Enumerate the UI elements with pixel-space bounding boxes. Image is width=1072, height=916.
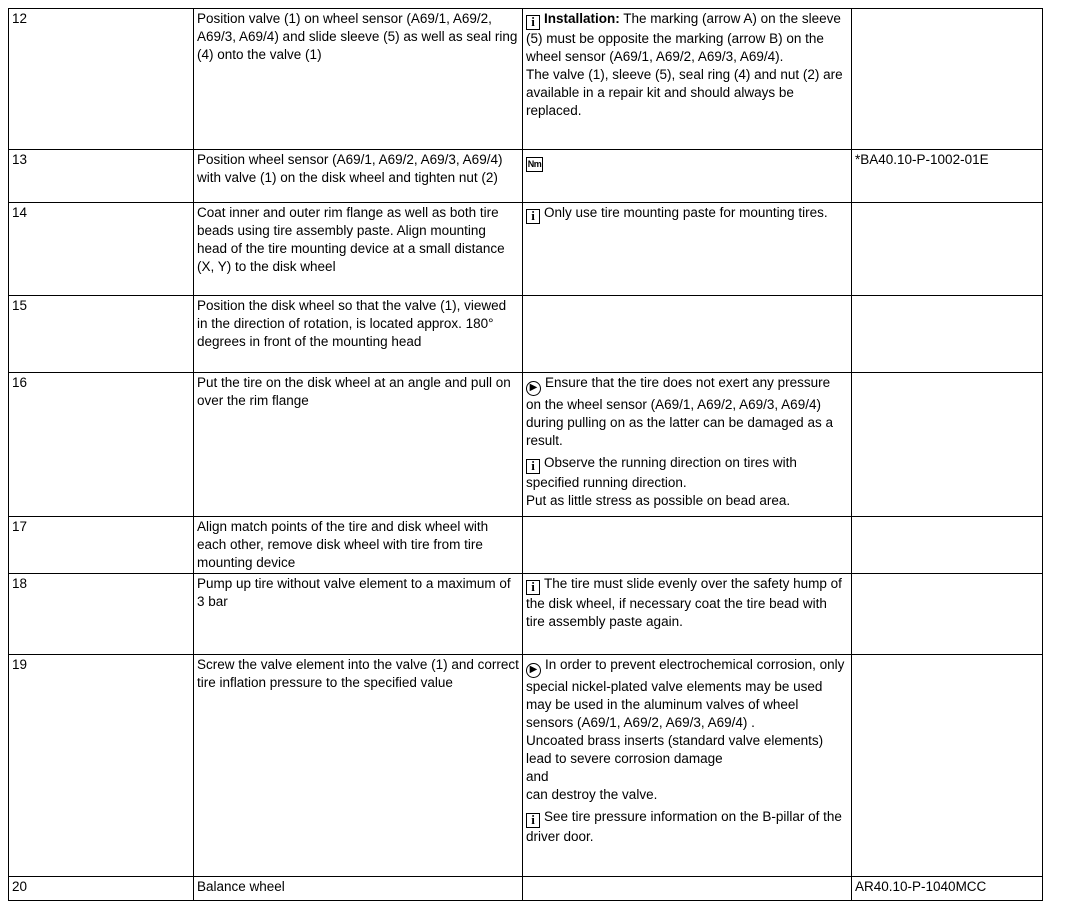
note-paragraph bbox=[526, 768, 848, 786]
note-text: In order to prevent electrochemical corrosion, only special nickel-plated valve elements may be used may be used in the aluminum valves of wheel sensors (A69/1, A69/2, A69/3, A69/4) . bbox=[526, 657, 845, 730]
note-paragraph bbox=[526, 10, 848, 66]
notes-cell bbox=[523, 574, 852, 655]
table-row bbox=[9, 9, 1043, 150]
info-icon: i bbox=[526, 209, 540, 224]
note-text: The valve (1), sleeve (5), seal ring (4) and nut (2) are available in a repair kit and should always be replaced. bbox=[526, 67, 843, 118]
note-text: Observe the running direction on tires with specified running direction. bbox=[526, 455, 797, 490]
action-cell: Pump up tire without valve element to a maximum of 3 bar bbox=[194, 574, 523, 655]
note-text: can destroy the valve. bbox=[526, 787, 658, 802]
step-number-cell: 14 bbox=[9, 203, 194, 296]
note-text: See tire pressure information on the B-pillar of the driver door. bbox=[526, 809, 842, 844]
info-icon: i bbox=[526, 813, 540, 828]
note-text: Ensure that the tire does not exert any pressure on the wheel sensor (A69/1, A69/2, A69/3, A69/4) during pulling on as the latter can be damaged as a result. bbox=[526, 375, 833, 448]
step-number-cell: 17 bbox=[9, 517, 194, 574]
notes-cell bbox=[523, 150, 852, 203]
note-paragraph bbox=[526, 808, 848, 846]
note-text: The tire must slide evenly over the safety hump of the disk wheel, if necessary coat the tire bead with tire assembly paste again. bbox=[526, 576, 842, 629]
note-paragraph bbox=[526, 656, 848, 732]
note-paragraph bbox=[526, 575, 848, 631]
step-number-cell: 13 bbox=[9, 150, 194, 203]
reference-cell bbox=[852, 574, 1043, 655]
note-paragraph bbox=[526, 151, 848, 172]
note-paragraph bbox=[526, 204, 848, 224]
notes-cell bbox=[523, 517, 852, 574]
action-cell: Screw the valve element into the valve (1) and correct tire inflation pressure to the specified value bbox=[194, 655, 523, 877]
step-number-cell: 18 bbox=[9, 574, 194, 655]
torque-icon: Nm bbox=[526, 157, 543, 172]
step-number-cell: 12 bbox=[9, 9, 194, 150]
procedure-table-body bbox=[9, 9, 1043, 901]
note-paragraph bbox=[526, 786, 848, 804]
reference-cell bbox=[852, 373, 1043, 517]
table-row bbox=[9, 517, 1043, 574]
notes-cell bbox=[523, 373, 852, 517]
reference-cell bbox=[852, 517, 1043, 574]
note-text: Put as little stress as possible on bead area. bbox=[526, 493, 791, 508]
note-text: and bbox=[526, 769, 549, 784]
step-number-cell: 19 bbox=[9, 655, 194, 877]
reference-cell bbox=[852, 203, 1043, 296]
reference-cell: *BA40.10-P-1002-01E bbox=[852, 150, 1043, 203]
step-number-cell: 16 bbox=[9, 373, 194, 517]
reference-cell bbox=[852, 296, 1043, 373]
notes-cell bbox=[523, 203, 852, 296]
action-cell: Align match points of the tire and disk wheel with each other, remove disk wheel with tire from tire mounting device bbox=[194, 517, 523, 574]
action-cell: Position valve (1) on wheel sensor (A69/1, A69/2, A69/3, A69/4) and slide sleeve (5) as well as seal ring (4) onto the valve (1) bbox=[194, 9, 523, 150]
note-paragraph bbox=[526, 374, 848, 450]
table-row bbox=[9, 574, 1043, 655]
table-row bbox=[9, 373, 1043, 517]
table-row bbox=[9, 877, 1043, 901]
reference-cell: AR40.10-P-1040MCC bbox=[852, 877, 1043, 901]
action-cell: Balance wheel bbox=[194, 877, 523, 901]
action-cell: Position the disk wheel so that the valve (1), viewed in the direction of rotation, is located approx. 180° degrees in front of the mounting head bbox=[194, 296, 523, 373]
procedure-table bbox=[8, 8, 1043, 901]
note-paragraph bbox=[526, 492, 848, 510]
notes-cell bbox=[523, 296, 852, 373]
reference-cell bbox=[852, 9, 1043, 150]
info-icon: i bbox=[526, 580, 540, 595]
table-row bbox=[9, 296, 1043, 373]
action-cell: Coat inner and outer rim flange as well as both tire beads using tire assembly paste. Align mounting head of the tire mounting device at a small distance (X, Y) to the disk wheel bbox=[194, 203, 523, 296]
action-cell: Put the tire on the disk wheel at an angle and pull on over the rim flange bbox=[194, 373, 523, 517]
note-paragraph bbox=[526, 66, 848, 120]
info-icon: i bbox=[526, 15, 540, 30]
notes-cell bbox=[523, 9, 852, 150]
note-text: The marking (arrow A) on the sleeve (5) must be opposite the marking (arrow B) on the wheel sensor (A69/1, A69/2, A69/3, A69/4). bbox=[526, 11, 841, 64]
info-icon: i bbox=[526, 459, 540, 474]
note-paragraph bbox=[526, 732, 848, 768]
action-cell: Position wheel sensor (A69/1, A69/2, A69/3, A69/4) with valve (1) on the disk wheel and tighten nut (2) bbox=[194, 150, 523, 203]
notes-cell bbox=[523, 655, 852, 877]
reference-cell bbox=[852, 655, 1043, 877]
caution-icon: ▶ bbox=[526, 381, 541, 396]
note-lead: Installation: bbox=[544, 11, 620, 26]
caution-icon: ▶ bbox=[526, 663, 541, 678]
notes-cell bbox=[523, 877, 852, 901]
step-number-cell: 15 bbox=[9, 296, 194, 373]
note-text: Only use tire mounting paste for mounting tires. bbox=[544, 205, 828, 220]
table-row bbox=[9, 655, 1043, 877]
note-paragraph bbox=[526, 454, 848, 492]
step-number-cell: 20 bbox=[9, 877, 194, 901]
table-row bbox=[9, 203, 1043, 296]
table-row bbox=[9, 150, 1043, 203]
note-text: Uncoated brass inserts (standard valve elements) lead to severe corrosion damage bbox=[526, 733, 824, 766]
